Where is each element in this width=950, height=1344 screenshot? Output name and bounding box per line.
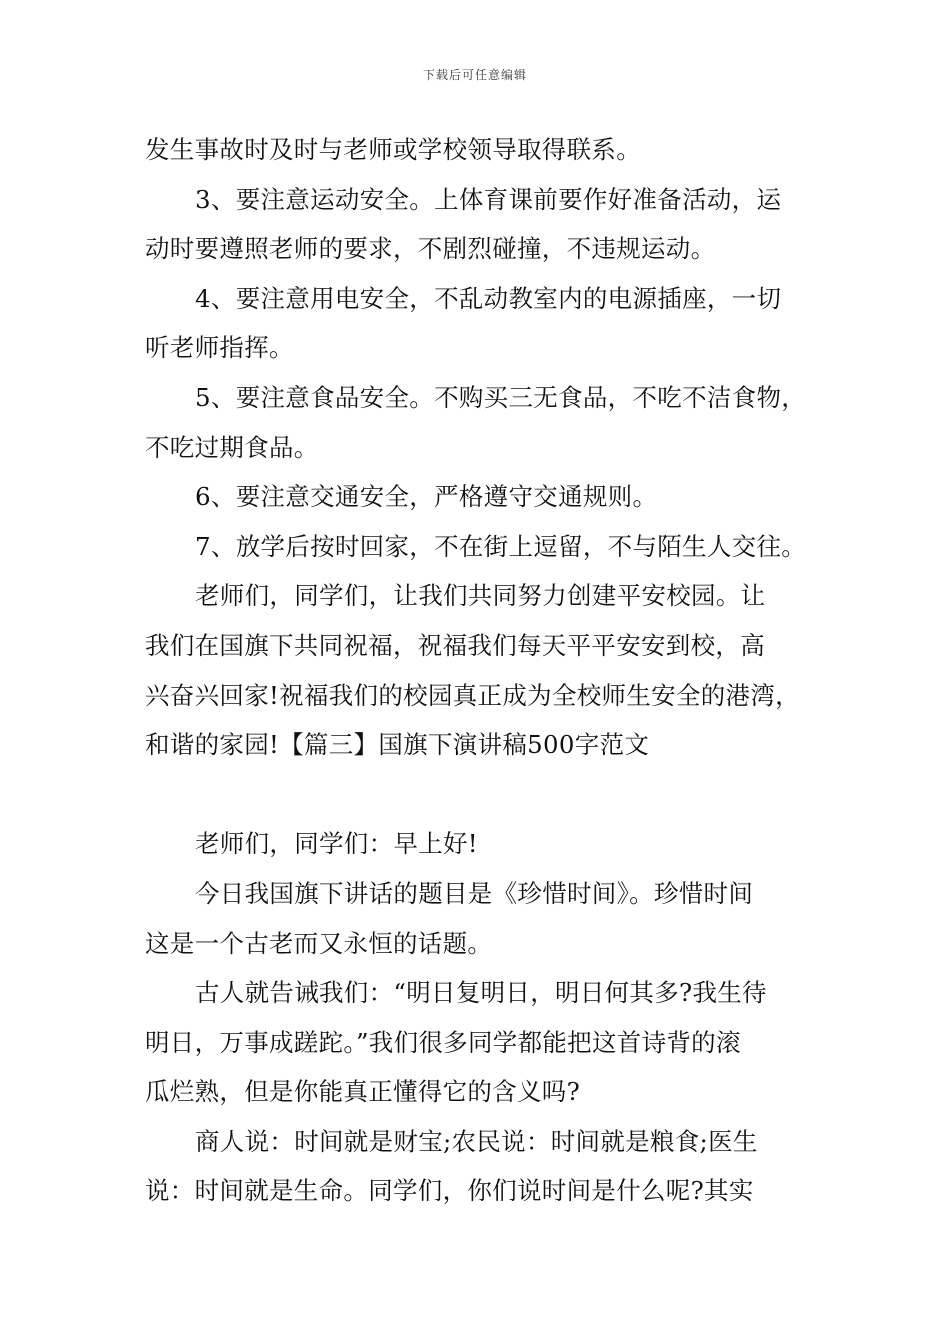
paragraph	[145, 522, 825, 572]
text-line: 说：时间就是生命。同学们，你们说时间是什么呢?其实	[145, 1176, 754, 1206]
text-line: 瓜烂熟，但是你能真正懂得它的含义吗?	[145, 1077, 581, 1107]
text-line: 明日，万事成蹉跎。”我们很多同学都能把这首诗背的滚	[145, 1027, 741, 1057]
paragraph	[145, 571, 825, 769]
text-line: 发生事故时及时与老师或学校领导取得联系。	[145, 135, 641, 164]
paragraph	[145, 1117, 825, 1216]
text-line: 不吃过期食品。	[145, 432, 319, 462]
paragraph	[145, 472, 825, 522]
paragraph	[145, 274, 825, 373]
text-line: 兴奋兴回家!祝福我们的校园真正成为全校师生安全的港湾，	[145, 680, 800, 710]
paragraph	[145, 819, 825, 869]
text-line: 6、要注意交通安全，严格遵守交通规则。	[195, 482, 658, 512]
page-header-note: 下载后可任意编辑	[422, 68, 527, 82]
text-line: 动时要遵照老师的要求，不剧烈碰撞，不违规运动。	[145, 234, 716, 264]
paragraph	[145, 869, 825, 968]
text-line: 听老师指挥。	[145, 333, 294, 363]
text-line: 3、要注意运动安全。上体育课前要作好准备活动，运	[195, 184, 782, 214]
text-line: 今日我国旗下讲话的题目是《珍惜时间》。珍惜时间	[195, 878, 754, 908]
paragraph	[145, 968, 825, 1117]
text-line: 5、要注意食品安全。不购买三无食品，不吃不洁食物，	[195, 382, 807, 412]
text-line: 7、放学后按时回家，不在街上逗留，不与陌生人交往。	[195, 531, 807, 561]
text-line: 4、要注意用电安全，不乱动教室内的电源插座，一切	[195, 283, 782, 313]
paragraph	[145, 175, 825, 274]
paragraph	[145, 125, 825, 175]
text-line: 商人说：时间就是财宝;农民说：时间就是粮食;医生	[195, 1126, 758, 1156]
document-body	[145, 125, 825, 1216]
paragraph	[145, 373, 825, 472]
text-line: 老师们，同学们：早上好!	[195, 829, 478, 859]
text-line: 我们在国旗下共同祝福，祝福我们每天平平安安到校，高	[145, 630, 765, 660]
text-line: 这是一个古老而又永恒的话题。	[145, 928, 493, 958]
text-line: 老师们，同学们，让我们共同努力创建平安校园。让	[195, 581, 766, 611]
text-line: 古人就告诫我们：“明日复明日，明日何其多?我生待	[195, 978, 767, 1008]
text-line: 和谐的家园!【篇三】国旗下演讲稿500字范文	[145, 730, 650, 760]
blank-line	[145, 770, 825, 820]
